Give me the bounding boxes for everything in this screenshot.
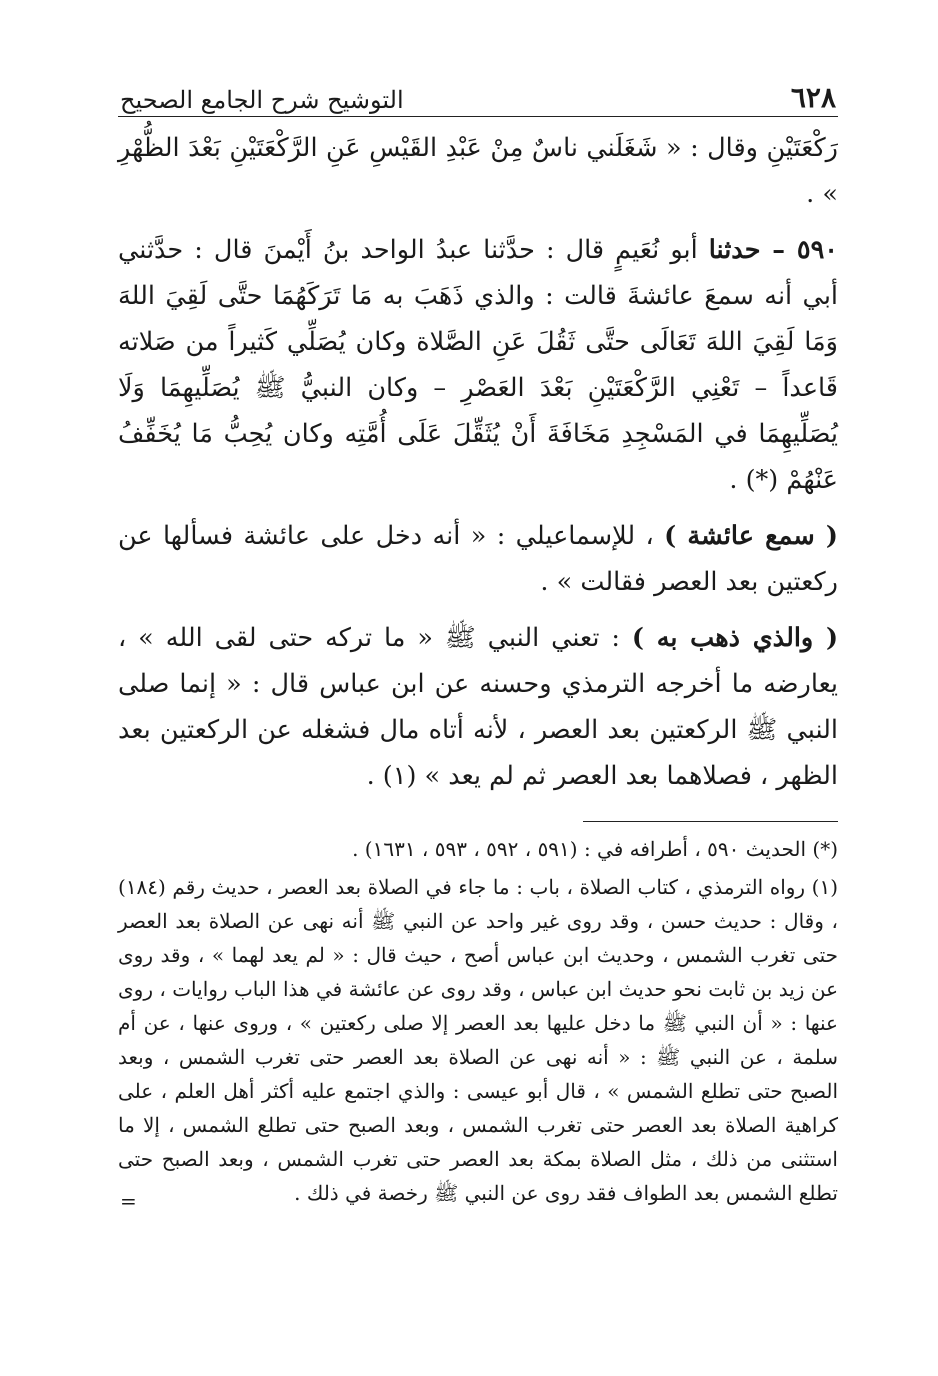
hadith-number: ٥٩٠ – حدثنا [708,235,838,265]
footnote-1: (١) رواه الترمذي ، كتاب الصلاة ، باب : ما جاء في الصلاة بعد العصر ، حديث رقم (١٨٤) ، وقال : حديث حسن ، وقد روى غير واحد عن النبي ﷺ أنه نهى عن الصلاة بعد العصر حتى تغرب الشمس ، وحديث ابن عباس أصح ، حيث قال : « لم يعد لهما » ، وقد روى عن زيد بن ثابت نحو حديث ابن عباس ، وقد روى عن عائشة في هذا الباب روايات ، روى عنها : « أن النبي ﷺ ما دخل عليها بعد العصر إلا صلى ركعتين » ، وروى عنها ، عن أم سلمة ، عن النبي ﷺ : « أنه نهى عن الصلاة بعد العصر حتى تغرب الشمس ، وبعد الصبح حتى تطلع الشمس » ، قال أبو عيسى : والذي اجتمع عليه أكثر أهل العلم ، على كراهية الصلاة بعد العصر حتى تغرب الشمس ، وبعد الصبح حتى تطلع الشمس ، إلا ما استثنى من ذلك ، مثل الصلاة بمكة بعد العصر حتى تغرب الشمس ، وبعد الصبح حتى تطلع الشمس بعد الطواف فقد روى عن النبي ﷺ رخصة في ذلك . [118,875,838,1205]
page-header [118,70,838,117]
footnotes [118,832,838,1218]
footnote-star: (*) الحديث ٥٩٠ ، أطرافه في : (٥٩١ ، ٥٩٢ ، ٥٩٣ ، ١٦٣١) . [352,837,838,861]
commentary-paragraph-2 [118,615,838,799]
commentary-heading-2: ( والذي ذهب به ) [631,623,839,653]
hadith-text: أبو نُعَيمٍ قال : حدَّثنا عبدُ الواحد بنُ أَيْمنَ قال : حدَّثني أبي أنه سمعَ عائشةَ قالت : والذي ذَهَبَ به مَا تَرَكَهُمَا حتَّى لَقِيَ اللهَ وَمَا لَقِيَ اللهَ تَعَالَى حتَّى ثَقُلَ عَنِ الصَّلاة وكان يُصَلِّي كَثيراً من صَلاته قَاعداً – تَعْنِي الرَّكْعَتَيْنِ بَعْدَ العَصْرِ – وكان النبيُّ ﷺ يُصَلِّيهِمَا وَلَا يُصَلِّيهِمَا في المَسْجِدِ مَخَافَةَ أَنْ يُثَقِّلَ عَلَى أُمَّتِه وكان يُحِبُّ مَا يُخَفِّفُ عَنْهُمْ (*) . [118,235,838,495]
page-number: ٦٢٨ [790,81,836,114]
book-page [118,70,838,1218]
continuation-mark: = [120,1189,137,1213]
commentary-text-1: ، للإسماعيلي : « أنه دخل على عائشة فسألها عن ركعتين بعد العصر فقالت » . [118,521,838,597]
commentary-heading-1: ( سمع عائشة ) [664,521,838,551]
footnote-separator [583,821,838,822]
commentary-text-2: : تعني النبي ﷺ « ما تركه حتى لقى الله » ، يعارضه ما أخرجه الترمذي وحسنه عن ابن عباس قال : « إنما صلى النبي ﷺ الركعتين بعد العصر ، لأنه أتاه مال فشغله عن الركعتين بعد الظهر ، فصلاهما بعد العصر ثم لم يعد » (١) . [118,623,838,791]
paragraph-continuation: رَكْعَتَيْنِ وقال : « شَغَلَني ناسٌ مِنْ عَبْدِ القَيْسِ عَنِ الرَّكْعَتَيْنِ بَعْدَ الظُّهْرِ » . [118,133,838,209]
hadith-paragraph [118,227,838,503]
main-text [118,125,838,799]
commentary-paragraph-1 [118,513,838,605]
running-title: التوشيح شرح الجامع الصحيح [120,86,404,114]
